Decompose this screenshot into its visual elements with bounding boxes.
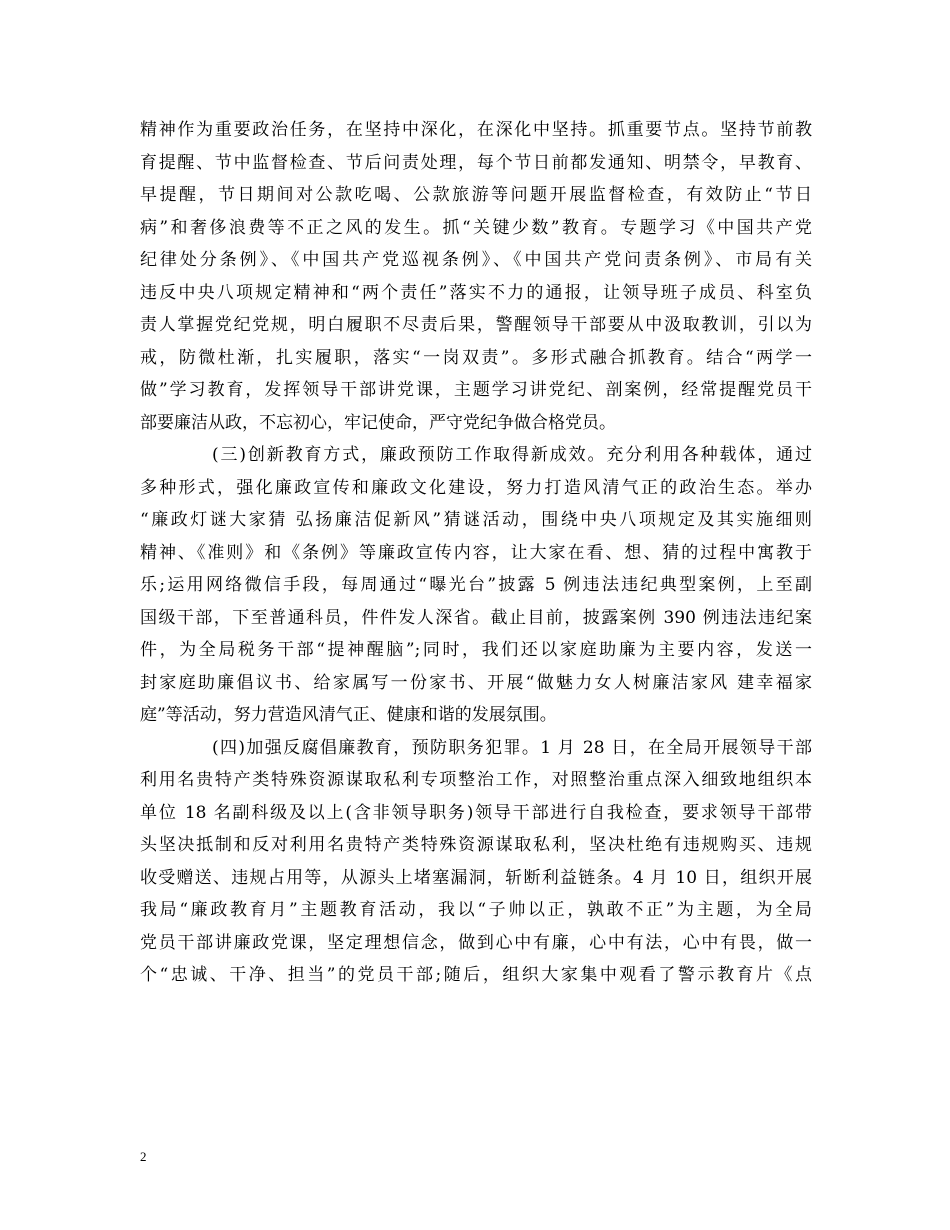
text-line: 利用名贵特产类特殊资源谋取私利专项整治工作，对照整治重点深入细致地组织本 — [140, 770, 812, 790]
text-line: 违反中央八项规定精神和“两个责任”落实不力的通报，让领导班子成员、科室负 — [140, 282, 812, 303]
text-line: 个“忠诚、干净、担当”的党员干部;随后，组织大家集中观看了警示教育片《点 — [140, 965, 812, 985]
text-line: 单位 18 名副科级及以上(含非领导职务)领导干部进行自我检查，要求领导干部带 — [140, 802, 812, 823]
text-line: 党员干部讲廉政党课，坚定理想信念，做到心中有廉，心中有法，心中有畏，做一 — [140, 932, 812, 953]
text-line: 责人掌握党纪党规，明白履职不尽责后果，警醒领导干部要从中汲取教训，引以为 — [140, 315, 812, 335]
text-line: 我局“廉政教育月”主题教育活动，我以“子帅以正，孰敢不正”为主题，为全局 — [140, 900, 812, 920]
text-line: 育提醒、节中监督检查、节后问责处理，每个节日前都发通知、明禁令，早教育、 — [140, 152, 812, 173]
body-text — [140, 114, 812, 992]
text-line: 封家庭助廉倡议书、给家属写一份家书、开展“做魅力女人树廉洁家风 建幸福家 — [140, 672, 812, 693]
text-line: 庭”等活动，努力营造风清气正、健康和谐的发展氛围。 — [140, 705, 557, 725]
text-line: 早提醒，节日期间对公款吃喝、公款旅游等问题开展监督检查，有效防止“节日 — [140, 185, 812, 205]
text-line: 件，为全局税务干部“提神醒脑”;同时，我们还以家庭助廉为主要内容，发送一 — [140, 640, 812, 660]
text-line: “廉政灯谜大家猜 弘扬廉洁促新风”猜谜活动，围绕中央八项规定及其实施细则 — [140, 510, 812, 530]
text-line: 病”和奢侈浪费等不正之风的发生。抓“关键少数”教育。专题学习《中国共产党 — [140, 217, 812, 238]
text-line: 多种形式，强化廉政宣传和廉政文化建设，努力打造风清气正的政治生态。举办 — [140, 477, 812, 498]
text-line: 国级干部，下至普通科员，件件发人深省。截止目前，披露案例 390 例违法违纪案 — [140, 607, 812, 628]
section-heading-line: (四)加强反腐倡廉教育，预防职务犯罪。1 月 28 日，在全局开展领导干部 — [212, 737, 812, 758]
text-line: 乐;运用网络微信手段，每周通过“曝光台”披露 5 例违法违纪典型案例，上至副 — [140, 575, 812, 595]
text-line: 部要廉洁从政，不忘初心，牢记使命，严守党纪争做合格党员。 — [140, 412, 616, 433]
page-number: 2 — [140, 1149, 147, 1164]
text-line: 收受赠送、违规占用等，从源头上堵塞漏洞，斩断利益链条。4 月 10 日，组织开展 — [140, 867, 812, 888]
text-line: 精神、《准则》和《条例》等廉政宣传内容，让大家在看、想、猜的过程中寓教于 — [140, 542, 812, 563]
text-line: 戒，防微杜渐，扎实履职，落实“一岗双责”。多形式融合抓教育。结合“两学一 — [140, 347, 812, 368]
text-line: 精神作为重要政治任务，在坚持中深化，在深化中坚持。抓重要节点。坚持节前教 — [140, 120, 812, 140]
text-line: 纪律处分条例》、《中国共产党巡视条例》、《中国共产党问责条例》、市局有关 — [140, 250, 812, 270]
section-heading-line: (三)创新教育方式，廉政预防工作取得新成效。充分利用各种载体，通过 — [212, 445, 812, 465]
text-line: 做”学习教育，发挥领导干部讲党课，主题学习讲党纪、剖案例，经常提醒党员干 — [140, 380, 812, 400]
text-line: 头坚决抵制和反对利用名贵特产类特殊资源谋取私利，坚决杜绝有违规购买、违规 — [140, 835, 812, 855]
